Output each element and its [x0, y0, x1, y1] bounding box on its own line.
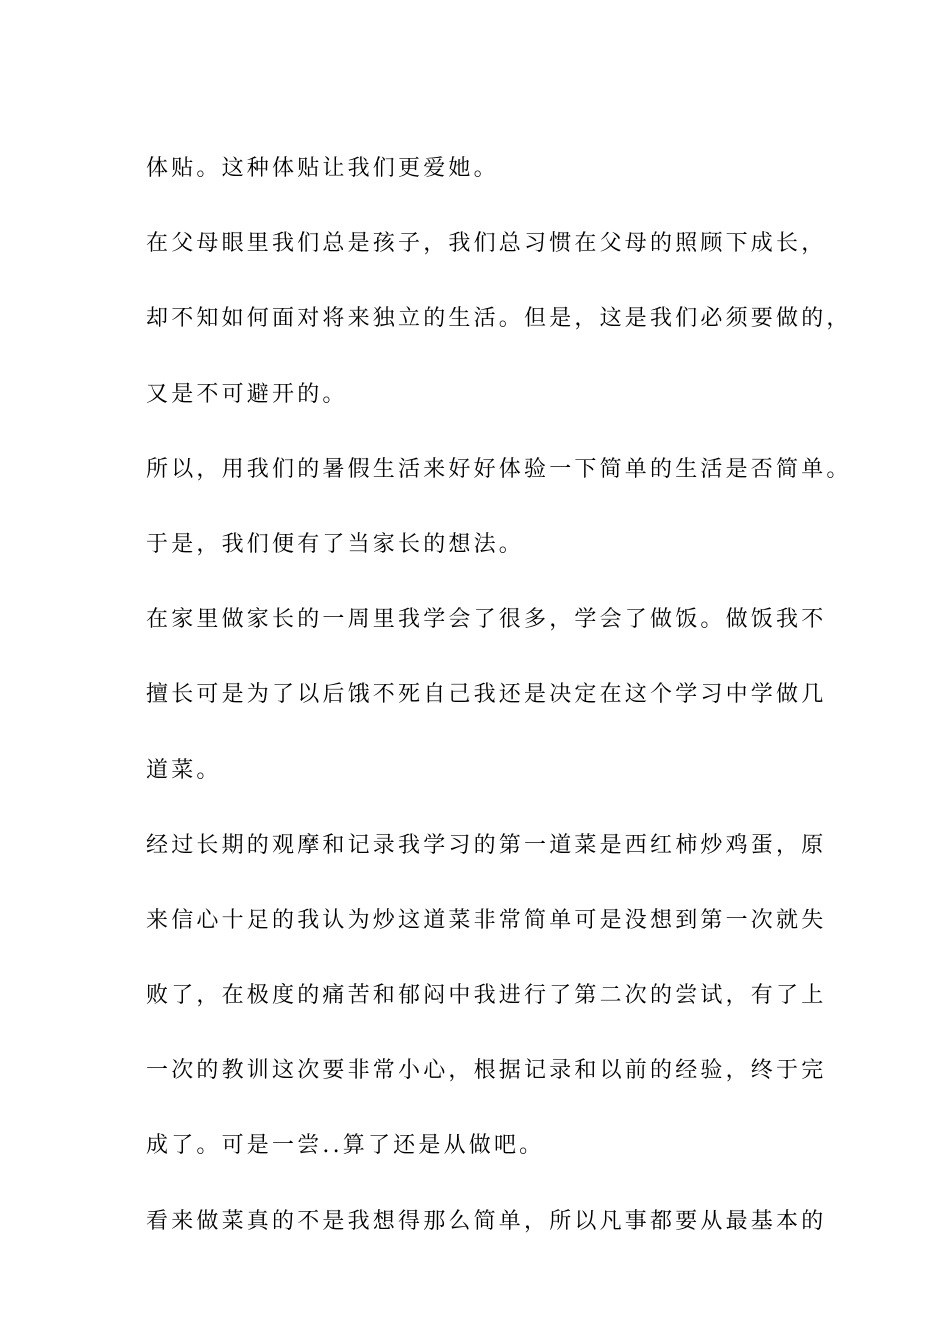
- text-line: 又是不可避开的。: [146, 381, 348, 407]
- text-line: 道菜。: [146, 757, 222, 783]
- text-line: 来信心十足的我认为炒这道菜非常简单可是没想到第一次就失: [146, 907, 827, 933]
- text-line: 擅长可是为了以后饿不死自己我还是决定在这个学习中学做几: [146, 682, 827, 708]
- text-line: 败了，在极度的痛苦和郁闷中我进行了第二次的尝试，有了上: [146, 983, 827, 1009]
- text-line: 于是，我们便有了当家长的想法。: [146, 531, 525, 557]
- text-line: 在家里做家长的一周里我学会了很多，学会了做饭。做饭我不: [146, 607, 827, 633]
- text-line: 所以，用我们的暑假生活来好好体验一下简单的生活是否简单。: [146, 456, 852, 482]
- text-line: 一次的教训这次要非常小心，根据记录和以前的经验，终于完: [146, 1058, 827, 1084]
- text-line: 却不知如何面对将来独立的生活。但是，这是我们必须要做的，: [146, 306, 852, 332]
- text-line: 在父母眼里我们总是孩子，我们总习惯在父母的照顾下成长，: [146, 231, 827, 257]
- text-line: 成了。可是一尝..算了还是从做吧。: [146, 1133, 545, 1159]
- text-line: 经过长期的观摩和记录我学习的第一道菜是西红柿炒鸡蛋，原: [146, 832, 827, 858]
- text-line: 看来做菜真的不是我想得那么简单，所以凡事都要从最基本的: [146, 1208, 827, 1234]
- text-line: 体贴。这种体贴让我们更爱她。: [146, 156, 499, 181]
- body-text: [146, 131, 852, 1259]
